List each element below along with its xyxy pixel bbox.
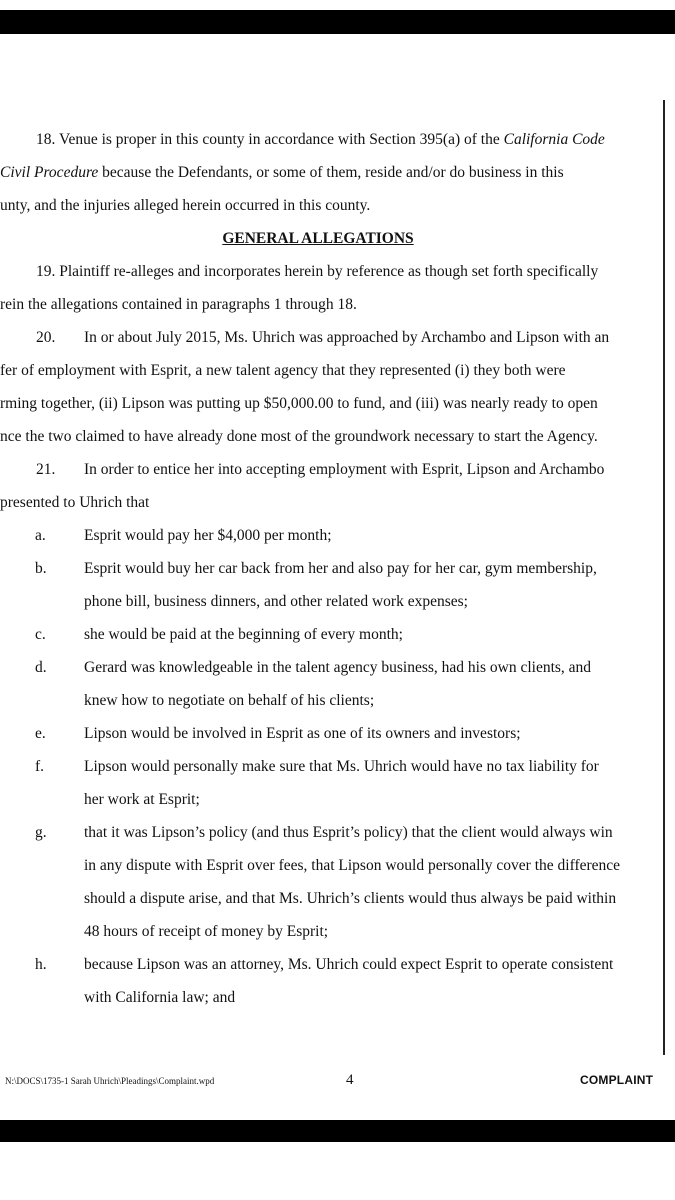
right-margin-rule — [663, 100, 665, 1055]
item-g-line2: in any dispute with Esprit over fees, that Lipson would personally cover the difference — [84, 857, 621, 874]
item-b-letter: b. — [35, 560, 47, 577]
footer-page-number: 4 — [346, 1072, 354, 1088]
item-d-line1: Gerard was knowledgeable in the talent agency business, had his own clients, and — [84, 659, 592, 676]
item-c-letter: c. — [35, 626, 46, 643]
item-g-line3: should a dispute arise, and that Ms. Uhrich’s clients would thus always be paid within — [84, 890, 617, 907]
para20-number: 20. — [36, 329, 56, 346]
item-c-line1: she would be paid at the beginning of every month; — [84, 626, 403, 643]
item-b-line1: Esprit would buy her car back from her and also pay for her car, gym membership, — [84, 560, 597, 577]
item-f-line1: Lipson would personally make sure that Ms. Uhrich would have no tax liability for — [84, 758, 599, 775]
item-b-line2: phone bill, business dinners, and other related work expenses; — [84, 593, 468, 610]
para21-line1: In order to entice her into accepting employment with Esprit, Lipson and Archambo — [84, 461, 605, 478]
item-a-line1: Esprit would pay her $4,000 per month; — [84, 527, 332, 544]
para19-line1: 19. Plaintiff re-alleges and incorporates herein by reference as though set forth specifically — [36, 263, 599, 280]
bottom-black-bar — [0, 1120, 675, 1142]
para18-line3: unty, and the injuries alleged herein occurred in this county. — [0, 197, 371, 214]
para19-line2: rein the allegations contained in paragraphs 1 through 18. — [0, 296, 357, 313]
para21-line2: presented to Uhrich that — [0, 494, 150, 511]
item-h-letter: h. — [35, 956, 47, 973]
item-g-letter: g. — [35, 824, 47, 841]
item-d-line2: knew how to negotiate on behalf of his clients; — [84, 692, 375, 709]
item-e-line1: Lipson would be involved in Esprit as one of its owners and investors; — [84, 725, 521, 742]
item-h-line1: because Lipson was an attorney, Ms. Uhrich could expect Esprit to operate consistent — [84, 956, 614, 973]
item-h-line2: with California law; and — [84, 989, 236, 1006]
para21-number: 21. — [36, 461, 56, 478]
para18-line2: Civil Procedure because the Defendants, or some of them, reside and/or do business in this — [0, 164, 564, 181]
item-f-line2: her work at Esprit; — [84, 791, 200, 808]
section-heading: GENERAL ALLEGATIONS — [222, 230, 414, 247]
item-f-letter: f. — [35, 758, 45, 775]
para20-line2: fer of employment with Esprit, a new talent agency that they represented (i) they both were — [0, 362, 566, 379]
item-d-letter: d. — [35, 659, 47, 676]
top-black-bar — [0, 10, 675, 34]
para20-line3: rming together, (ii) Lipson was putting up $50,000.00 to fund, and (iii) was nearly ready to open — [0, 395, 598, 412]
para20-line4: nce the two claimed to have already done most of the groundwork necessary to start the Agency. — [0, 428, 598, 445]
footer-doc-title: COMPLAINT — [580, 1073, 654, 1087]
item-e-letter: e. — [35, 725, 46, 742]
item-g-line4: 48 hours of receipt of money by Esprit; — [84, 923, 329, 940]
item-a-letter: a. — [35, 527, 46, 544]
para20-line1: In or about July 2015, Ms. Uhrich was approached by Archambo and Lipson with an — [84, 329, 610, 346]
footer-file-path: N:\DOCS\1735-1 Sarah Uhrich\Pleadings\Complaint.wpd — [5, 1076, 215, 1086]
para18-line1: 18. Venue is proper in this county in accordance with Section 395(a) of the California Code — [36, 131, 605, 148]
item-g-line1: that it was Lipson’s policy (and thus Esprit’s policy) that the client would always win — [84, 824, 613, 841]
